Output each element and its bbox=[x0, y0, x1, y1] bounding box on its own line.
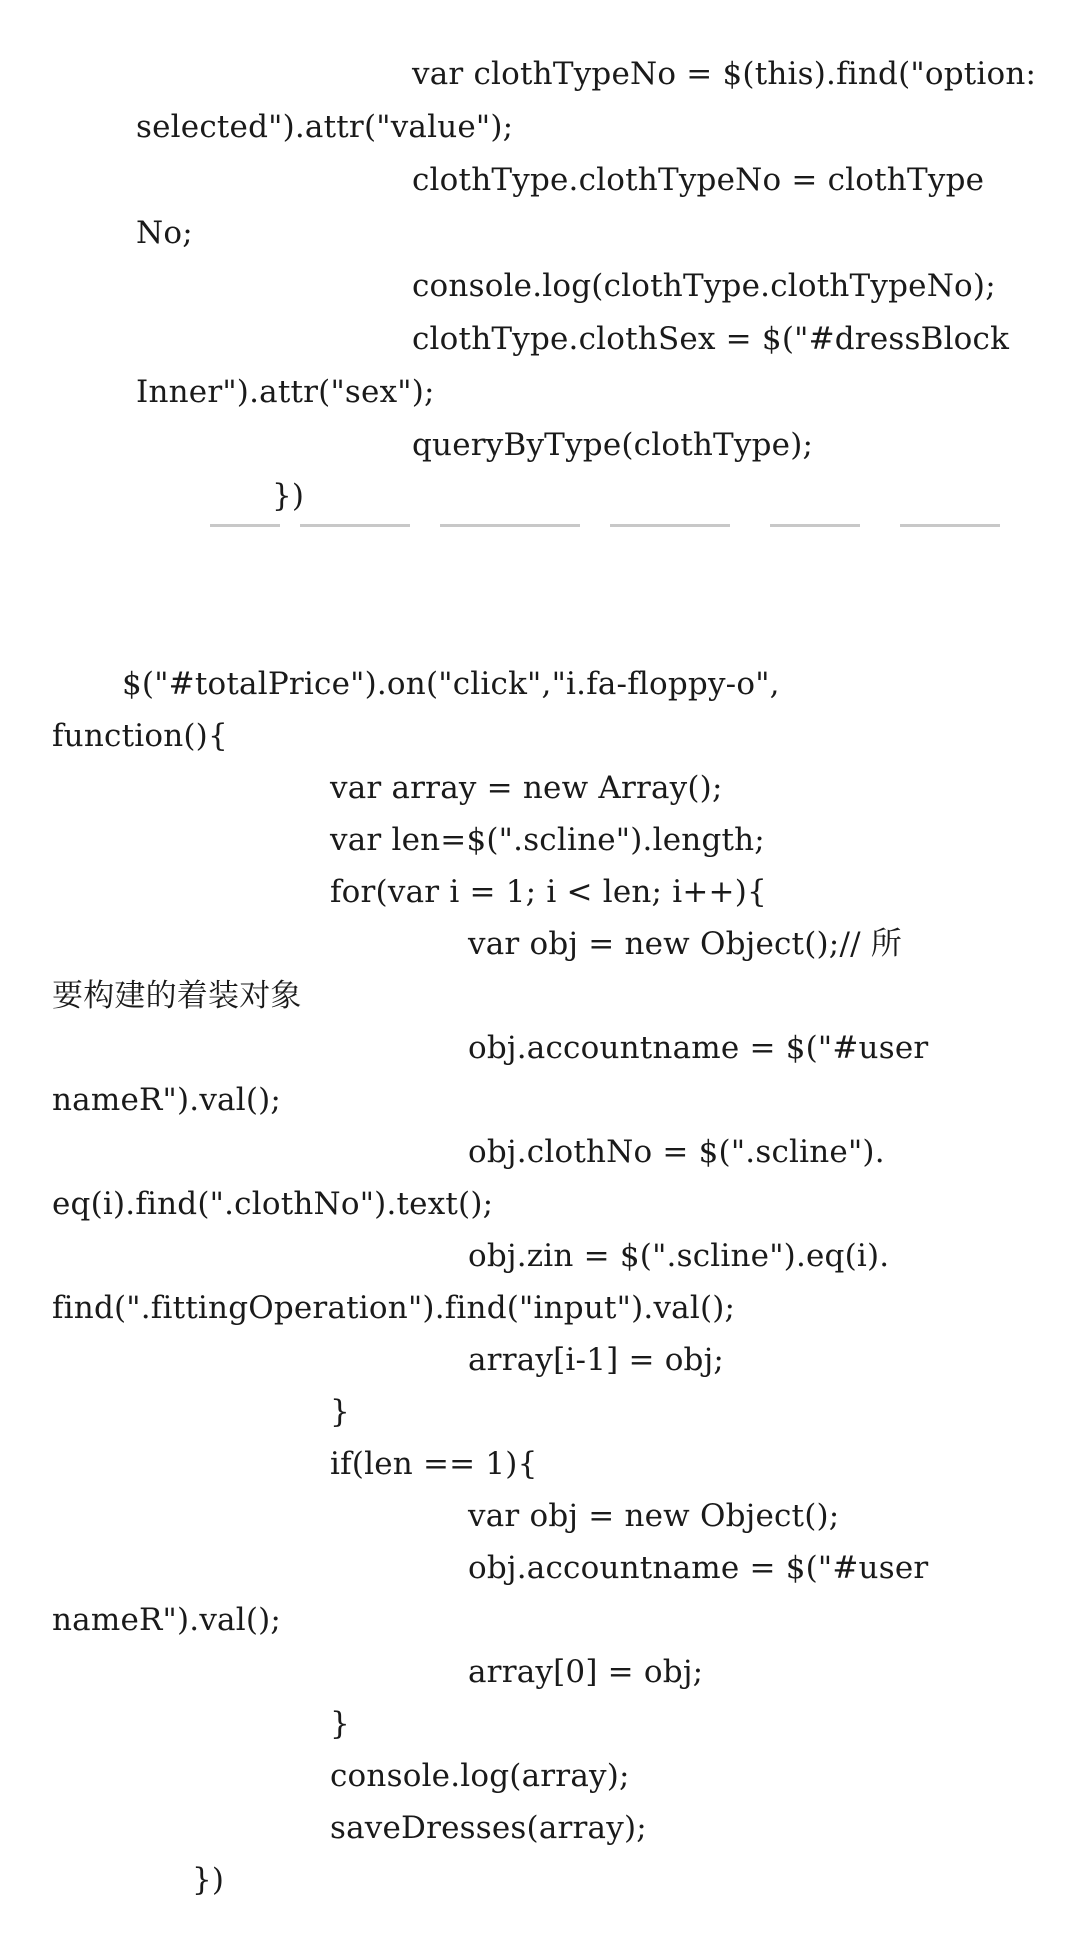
code-line: console.log(array); bbox=[330, 1758, 630, 1794]
code-line: obj.zin = $(".scline").eq(i). bbox=[468, 1238, 890, 1274]
code-line: if(len == 1){ bbox=[330, 1446, 538, 1482]
code-line: saveDresses(array); bbox=[330, 1810, 647, 1846]
code-line: queryByType(clothType); bbox=[412, 427, 814, 463]
code-line: } bbox=[330, 1394, 350, 1430]
code-line: selected").attr("value"); bbox=[136, 109, 514, 145]
code-line: find(".fittingOperation").find("input").val(); bbox=[52, 1290, 736, 1326]
code-line: }) bbox=[272, 478, 305, 514]
code-line: No; bbox=[136, 215, 193, 251]
code-line: clothType.clothTypeNo = clothType bbox=[412, 162, 985, 198]
code-comment-continuation: 要构建的着装对象 bbox=[52, 978, 302, 1014]
code-line: obj.accountname = $("#user bbox=[468, 1030, 929, 1066]
code-line: var array = new Array(); bbox=[330, 770, 723, 806]
code-line: var clothTypeNo = $(this).find("option: bbox=[412, 56, 1037, 92]
code-line: nameR").val(); bbox=[52, 1602, 282, 1638]
cropped-text-fragment bbox=[210, 524, 1030, 534]
code-line: Inner").attr("sex"); bbox=[136, 374, 435, 410]
code-line: }) bbox=[192, 1862, 225, 1898]
code-line: console.log(clothType.clothTypeNo); bbox=[412, 268, 996, 304]
code-line: array[i-1] = obj; bbox=[468, 1342, 725, 1378]
code-line: var obj = new Object();// 所 bbox=[468, 926, 902, 962]
code-line: obj.accountname = $("#user bbox=[468, 1550, 929, 1586]
code-line: obj.clothNo = $(".scline"). bbox=[468, 1134, 885, 1170]
code-line: } bbox=[330, 1706, 350, 1742]
code-line: nameR").val(); bbox=[52, 1082, 282, 1118]
code-line: eq(i).find(".clothNo").text(); bbox=[52, 1186, 494, 1222]
code-line: array[0] = obj; bbox=[468, 1654, 704, 1690]
code-line: var len=$(".scline").length; bbox=[330, 822, 765, 858]
code-line: $("#totalPrice").on("click","i.fa-floppy-o", bbox=[122, 666, 780, 702]
code-line: function(){ bbox=[52, 718, 228, 754]
code-line: for(var i = 1; i < len; i++){ bbox=[330, 874, 767, 910]
code-line: var obj = new Object(); bbox=[468, 1498, 840, 1534]
code-line: clothType.clothSex = $("#dressBlock bbox=[412, 321, 1010, 357]
